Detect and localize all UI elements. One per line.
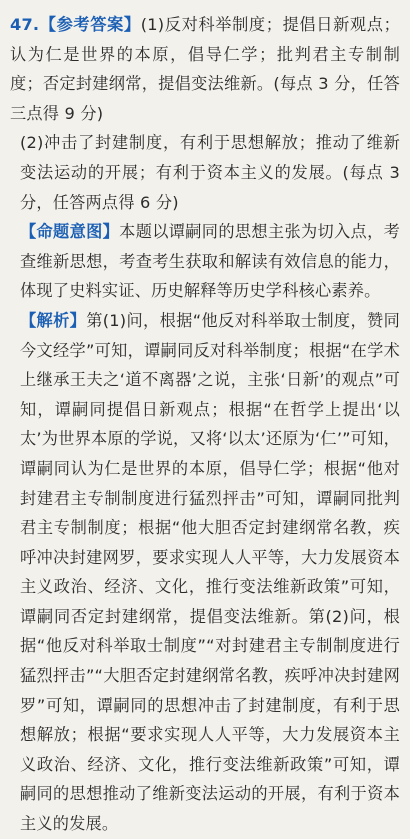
answer-paragraph-part1 <box>10 10 400 128</box>
intent-tag: 【命题意图】 <box>20 222 120 242</box>
answer-paragraph-part2 <box>10 128 400 217</box>
answer-tag: 【参考答案】 <box>39 15 141 34</box>
analysis-paragraph <box>10 306 400 839</box>
answer-part1-text: (1)反对科举制度；提倡日新观点；认为仁是世界的本原，倡导仁学；批判君主专制制度；否定封建纲常，提倡变法维新。(每点 3 分，任答三点得 9 分) <box>10 15 400 123</box>
question-number: 47. <box>10 15 40 34</box>
analysis-text: 第(1)问，根据“他反对科举取士制度，赞同今文经学”可知，谭嗣同反对科举制度；根据“在学术上继承王夫之‘道不离器’之说，主张‘日新’的观点”可知，谭嗣同提倡日新观点；根据“在哲学上提出‘以太’为世界本原的学说，又将‘以太’还原为‘仁’”可知，谭嗣同认为仁是世界的本原，倡导仁学；根据“他对封建君主专制制度进行猛烈抨击”可知，谭嗣同批判君主专制制度；根据“他大胆否定封建纲常名教，疾呼冲决封建网罗，要求实现人人平等，大力发展资本主义政治、经济、文化，推行变法维新政策”可知，谭嗣同否定封建纲常，提倡变法维新。第(2)问，根据“他反对科举取士制度”“对封建君主专制制度进行猛烈抨击”“大胆否定封建纲常名教，疾呼冲决封建网罗”可知，谭嗣同的思想冲击了封建制度，有利于思想解放；根据“要求实现人人平等，大力发展资本主义政治、经济、文化，推行变法维新政策”可知，谭嗣同的思想推动了维新变法运动的开展，有利于资本主义的发展。 <box>20 310 400 834</box>
analysis-tag: 【解析】 <box>20 310 87 330</box>
intent-paragraph <box>10 217 400 306</box>
intent-text: 本题以谭嗣同的思想主张为切入点，考查维新思想，考查考生获取和解读有效信息的能力，体现了史料实证、历史解释等历史学科核心素养。 <box>20 222 400 301</box>
answer-part2-text: (2)冲击了封建制度，有利于思想解放；推动了维新变法运动的开展；有利于资本主义的发展。(每点 3 分，任答两点得 6 分) <box>20 133 400 212</box>
